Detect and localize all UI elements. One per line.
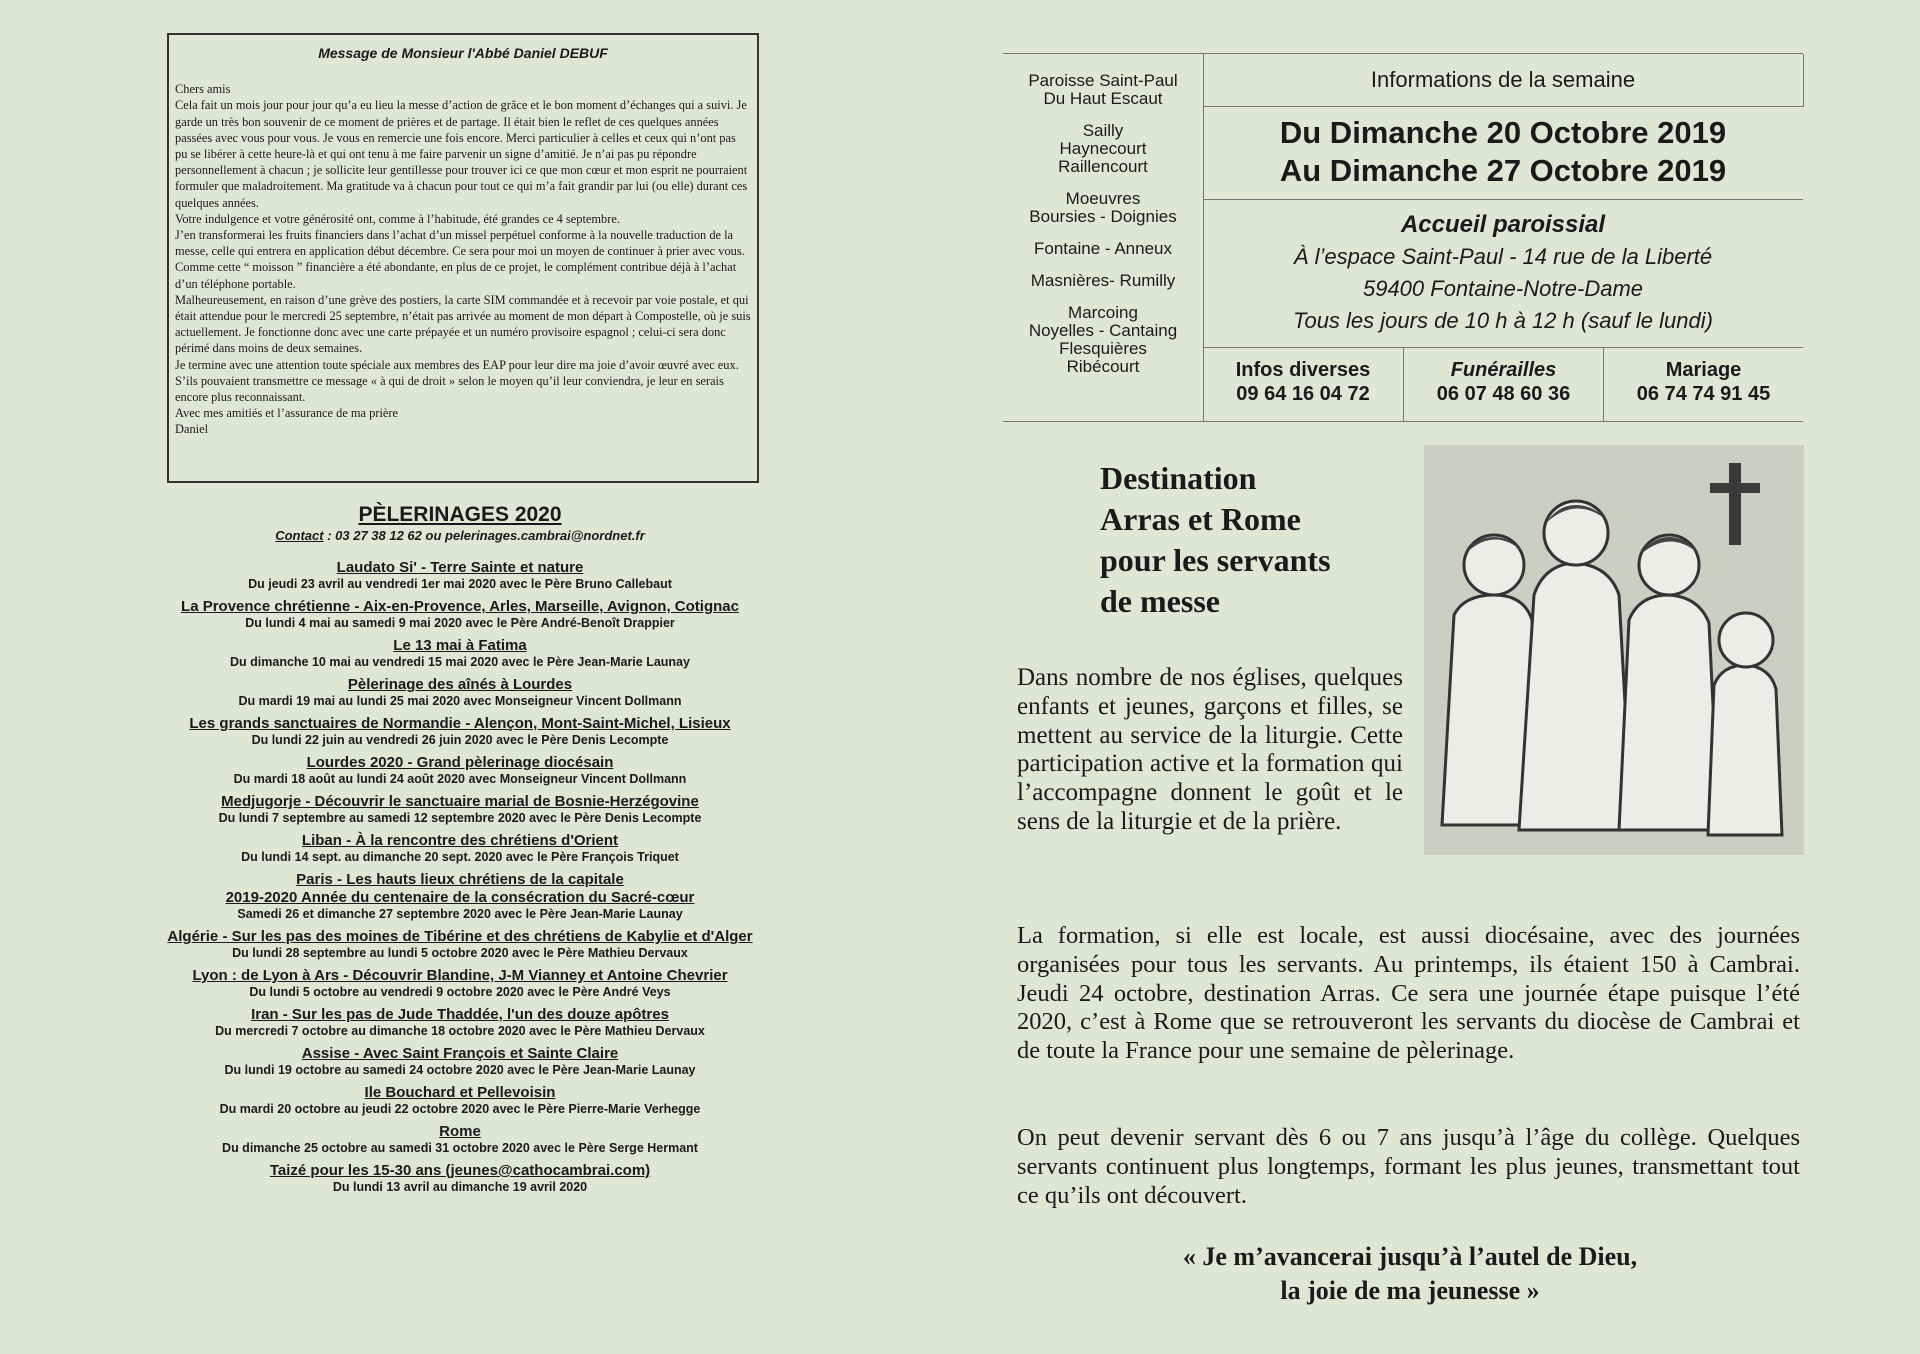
- pilgrimage-item: [130, 1084, 790, 1117]
- parish-list: [1003, 54, 1204, 421]
- message-salutation: Chers amis: [175, 82, 231, 97]
- pilgrimage-title: Iran - Sur les pas de Jude Thaddée, l'un des douze apôtres: [251, 1006, 669, 1023]
- pilgrimage-title: Paris - Les hauts lieux chrétiens de la capitale: [296, 871, 624, 888]
- contact-phone: 06 74 74 91 45: [1636, 383, 1771, 405]
- parish-name: Moeuvres: [1065, 189, 1141, 208]
- parish-name: Haynecourt: [1059, 139, 1147, 158]
- pilgrimage-item: [130, 1045, 790, 1078]
- contact-phone: 09 64 16 04 72: [1236, 383, 1370, 405]
- contact-label: Funérailles: [1450, 359, 1557, 381]
- parish-name: Ribécourt: [1066, 357, 1140, 376]
- contact-row: [1203, 347, 1803, 422]
- pilgrimage-item: [130, 559, 790, 592]
- date-from: Du Dimanche 20 Octobre 2019: [1279, 115, 1727, 150]
- message-title: Message de Monsieur l'Abbé Daniel DEBUF: [318, 45, 608, 61]
- pilgrimage-title: La Provence chrétienne - Aix-en-Provence, Arles, Marseille, Avignon, Cotignac: [181, 598, 739, 615]
- message-box: [167, 33, 759, 483]
- title-line: Arras et Rome: [1100, 501, 1301, 537]
- pilgrimage-dates: Du mercredi 7 octobre au dimanche 18 octobre 2020 avec le Père Mathieu Dervaux: [215, 1024, 705, 1038]
- pilgrimage-dates: Du mardi 18 août au lundi 24 août 2020 avec Monseigneur Vincent Dollmann: [233, 772, 687, 786]
- pilgrimage-item: [130, 967, 790, 1000]
- pilgrimage-item: [130, 715, 790, 748]
- info-title: Informations de la semaine: [1203, 54, 1804, 107]
- pilgrimage-item: [130, 598, 790, 631]
- parish-name: Masnières- Rumilly: [1030, 271, 1176, 290]
- altar-servers-illustration: [1424, 445, 1804, 855]
- server-robe: [1619, 595, 1719, 830]
- parish-name: Noyelles - Cantaing: [1028, 321, 1178, 340]
- pilgrimage-title: Laudato Si' - Terre Sainte et nature: [336, 559, 584, 576]
- contact-label: Infos diverses: [1235, 359, 1371, 381]
- contact-mariage: [1603, 348, 1803, 422]
- contact-infos: [1203, 348, 1403, 422]
- week-info: [1203, 54, 1803, 421]
- pilgrimage-title: Rome: [439, 1123, 481, 1140]
- article-lead: Dans nombre de nos églises, quelques enfants et jeunes, garçons et filles, se mettent au service de la liturgie. Cette participation active et la formation qui l’accompagne donnent le goût et le sens de la liturgie et de la prière.: [1017, 664, 1403, 835]
- parish-name: Flesquières: [1059, 339, 1147, 358]
- server-robe: [1708, 665, 1782, 835]
- pilgrimage-dates: Du lundi 19 octobre au samedi 24 octobre 2020 avec le Père Jean-Marie Launay: [224, 1063, 696, 1077]
- message-paragraph: Votre indulgence et votre générosité ont, comme à l’habitude, été grandes ce 4 septembre.: [175, 211, 620, 226]
- parish-group: [1003, 190, 1203, 226]
- message-body: [175, 81, 751, 437]
- title-line: Destination: [1100, 460, 1257, 496]
- pilgrimage-item: [130, 1006, 790, 1039]
- parish-name: Raillencourt: [1058, 157, 1148, 176]
- contact-funerailles: [1403, 348, 1603, 422]
- message-paragraph: Cela fait un mois jour pour jour qu’a eu lieu la messe d’action de grâce et le bon moment d’échanges qui a suivi. Je garde un très bon souvenir de ce moment de prières et de partage. Il était bien le reflet de ces quelques années passées avec vous pour vous. Je vous en remercie une fois encore. Merci particulier à celles et ceux qui n’ont pas pu se libérer à cette heure-là et qui ont tenu à me faire parvenir un signe d’amitié. Je n’ai pas pu répondre personnellement à chacun ; je sollicite leur gentillesse pour trouver ici ce que mon cœur et mon esprit ne pourraient formuler que maladroitement. Ma gratitude va à chacun pour tout ce qui m’a fait grandir par lui (ou elle) durant ces quelques années.: [175, 98, 748, 210]
- message-closing: Avec mes amitiés et l’assurance de ma prière: [175, 406, 399, 421]
- message-paragraph: Je termine avec une attention toute spéciale aux membres des EAP pour leur dire ma joie d’avoir œuvré avec eux. S’ils pouvaient transmettre ce message « à qui de droit » selon le moyen qu’il leur conviendra, je leur en serais encore plus reconnaissant.: [175, 357, 739, 405]
- week-dates: [1203, 114, 1803, 190]
- title-line: de messe: [1100, 583, 1220, 619]
- parish-name: Sailly: [1082, 121, 1124, 140]
- date-to: Au Dimanche 27 Octobre 2019: [1279, 153, 1727, 188]
- article-quote: [1050, 1240, 1770, 1308]
- pilgrimage-item: [130, 1162, 790, 1195]
- pilgrimage-item: [130, 928, 790, 961]
- article-paragraph: On peut devenir servant dès 6 ou 7 ans jusqu’à l’âge du collège. Quelques servants continuent plus longtemps, formant les plus jeunes, transmettant tout ce qu’ils ont découvert.: [1017, 1124, 1800, 1209]
- accueil-address: À l’espace Saint-Paul - 14 rue de la Liberté: [1293, 244, 1713, 269]
- pilgrimages-section: [130, 502, 790, 1201]
- pilgrimage-item: [130, 793, 790, 826]
- parish-name: Paroisse Saint-Paul: [1028, 71, 1178, 90]
- pilgrimage-item: [130, 1123, 790, 1156]
- divider: [1203, 199, 1803, 200]
- server-head: [1719, 613, 1773, 667]
- message-paragraph: J’en transformerai les fruits financiers dans l’achat d’un missel perpétuel conforme à la nouvelle traduction de la messe, celle qui entrera en application début décembre. Ce sera pour moi un moyen de continuer à prier avec vous. Comme cette “ moisson ” financière a été abondante, en plus de ce projet, le complément contribue déjà à l’achat d’un téléphone portable.: [175, 228, 745, 291]
- message-signature: Daniel: [175, 422, 209, 437]
- contact-phone: 06 07 48 60 36: [1436, 383, 1571, 405]
- message-paragraph: Malheureusement, en raison d’une grève des postiers, la carte SIM commandée et à recevoir par voie postale, et qui était attendue pour le mercredi 25 septembre, n’était pas arrivée au moment de mon départ à Compostelle, où je suis actuellement. Je fonctionne donc avec une carte prépayée et un numéro provisoire espagnol ; celui-ci sera donc périmé dans moins de deux semaines.: [175, 292, 751, 356]
- pilgrimages-contact: [130, 528, 790, 543]
- pilgrimage-subtitle: 2019-2020 Année du centenaire de la consécration du Sacré-cœur: [225, 889, 695, 906]
- parish-group: [1003, 240, 1203, 258]
- pilgrimage-title: Algérie - Sur les pas des moines de Tibérine et des chrétiens de Kabylie et d'Alger: [167, 928, 753, 945]
- parish-group: [1003, 272, 1203, 290]
- pilgrimage-title: Lourdes 2020 - Grand pèlerinage diocésain: [306, 754, 614, 771]
- parish-name: Marcoing: [1068, 303, 1138, 322]
- parish-group: [1003, 72, 1203, 108]
- server-head: [1639, 535, 1699, 595]
- contact-label: Mariage: [1665, 359, 1742, 381]
- pilgrimage-item: [130, 637, 790, 670]
- pilgrimage-title: Assise - Avec Saint François et Sainte Claire: [301, 1045, 619, 1062]
- article-title: [1100, 458, 1420, 622]
- pilgrimage-dates: Du lundi 13 avril au dimanche 19 avril 2020: [332, 1180, 588, 1194]
- pilgrimage-dates: Du lundi 14 sept. au dimanche 20 sept. 2020 avec le Père François Triquet: [241, 850, 679, 864]
- article-paragraph: La formation, si elle est locale, est aussi diocésaine, avec des journées organisées pour tous les servants. Au printemps, ils étaient 150 à Cambrai. Jeudi 24 octobre, destination Arras. Ce sera une journée étape puisque l’été 2020, c’est à Rome que se retrouveront les servants du diocèse de Cambrai et de toute la France pour une semaine de pèlerinage.: [1017, 922, 1800, 1065]
- pilgrimage-dates: Du dimanche 10 mai au vendredi 15 mai 2020 avec le Père Jean-Marie Launay: [230, 655, 690, 669]
- contact-text: : 03 27 38 12 62 ou pelerinages.cambrai@nordnet.fr: [323, 528, 645, 543]
- pilgrimage-item: [130, 754, 790, 787]
- parish-name: Boursies - Doignies: [1029, 207, 1177, 226]
- accueil-title: Accueil paroissial: [1400, 211, 1606, 238]
- title-line: pour les servants: [1100, 542, 1331, 578]
- pilgrimage-title: Ile Bouchard et Pellevoisin: [364, 1084, 556, 1101]
- pilgrimage-item: [130, 871, 790, 922]
- pilgrimage-dates: Du dimanche 25 octobre au samedi 31 octobre 2020 avec le Père Serge Hermant: [222, 1141, 698, 1155]
- pilgrimage-dates: Du mardi 19 mai au lundi 25 mai 2020 avec Monseigneur Vincent Dollmann: [238, 694, 682, 708]
- contact-label: Contact: [275, 528, 324, 543]
- pilgrimage-dates: Samedi 26 et dimanche 27 septembre 2020 avec le Père Jean-Marie Launay: [237, 907, 683, 921]
- pilgrimage-title: Liban - À la rencontre des chrétiens d'Orient: [301, 832, 619, 849]
- server-head: [1464, 535, 1524, 595]
- pilgrimage-dates: Du lundi 22 juin au vendredi 26 juin 2020 avec le Père Denis Lecompte: [251, 733, 669, 747]
- pilgrimage-dates: Du jeudi 23 avril au vendredi 1er mai 2020 avec le Père Bruno Callebaut: [248, 577, 672, 591]
- quote-line: « Je m’avancerai jusqu’à l’autel de Dieu,: [1182, 1242, 1638, 1271]
- pilgrimage-dates: Du lundi 28 septembre au lundi 5 octobre 2020 avec le Père Mathieu Dervaux: [232, 946, 688, 960]
- parish-group: [1003, 304, 1203, 376]
- pilgrimage-title: Lyon : de Lyon à Ars - Découvrir Blandine, J-M Vianney et Antoine Chevrier: [192, 967, 728, 984]
- pilgrimage-dates: Du lundi 5 octobre au vendredi 9 octobre 2020 avec le Père André Veys: [249, 985, 671, 999]
- quote-line: la joie de ma jeunesse »: [1280, 1276, 1540, 1305]
- server-head: [1544, 501, 1608, 565]
- parish-name: Du Haut Escaut: [1043, 89, 1163, 108]
- accueil-hours: Tous les jours de 10 h à 12 h (sauf le lundi): [1293, 308, 1713, 333]
- pilgrimage-title: Les grands sanctuaires de Normandie - Alençon, Mont-Saint-Michel, Lisieux: [189, 715, 731, 732]
- parish-group: [1003, 122, 1203, 176]
- bulletin-header: [1003, 53, 1803, 422]
- pilgrimage-dates: Du mardi 20 octobre au jeudi 22 octobre 2020 avec le Père Pierre-Marie Verhegge: [219, 1102, 701, 1116]
- pilgrimage-item: [130, 676, 790, 709]
- parish-name: Fontaine - Anneux: [1034, 239, 1172, 258]
- pilgrimage-dates: Du lundi 4 mai au samedi 9 mai 2020 avec le Père André-Benoît Drappier: [245, 616, 675, 630]
- server-robe: [1519, 563, 1632, 830]
- pilgrimage-title: Taizé pour les 15-30 ans (jeunes@cathocambrai.com): [269, 1162, 651, 1179]
- pilgrimage-title: Le 13 mai à Fatima: [393, 637, 527, 654]
- pilgrimage-title: Medjugorje - Découvrir le sanctuaire marial de Bosnie-Herzégovine: [221, 793, 699, 810]
- pilgrimage-title: Pèlerinage des aînés à Lourdes: [347, 676, 573, 693]
- pilgrimages-title: PÈLERINAGES 2020: [358, 503, 562, 526]
- pilgrimage-dates: Du lundi 7 septembre au samedi 12 septembre 2020 avec le Père Denis Lecompte: [218, 811, 702, 825]
- pilgrimage-item: [130, 832, 790, 865]
- accueil-city: 59400 Fontaine-Notre-Dame: [1362, 276, 1644, 301]
- accueil-block: [1203, 209, 1803, 337]
